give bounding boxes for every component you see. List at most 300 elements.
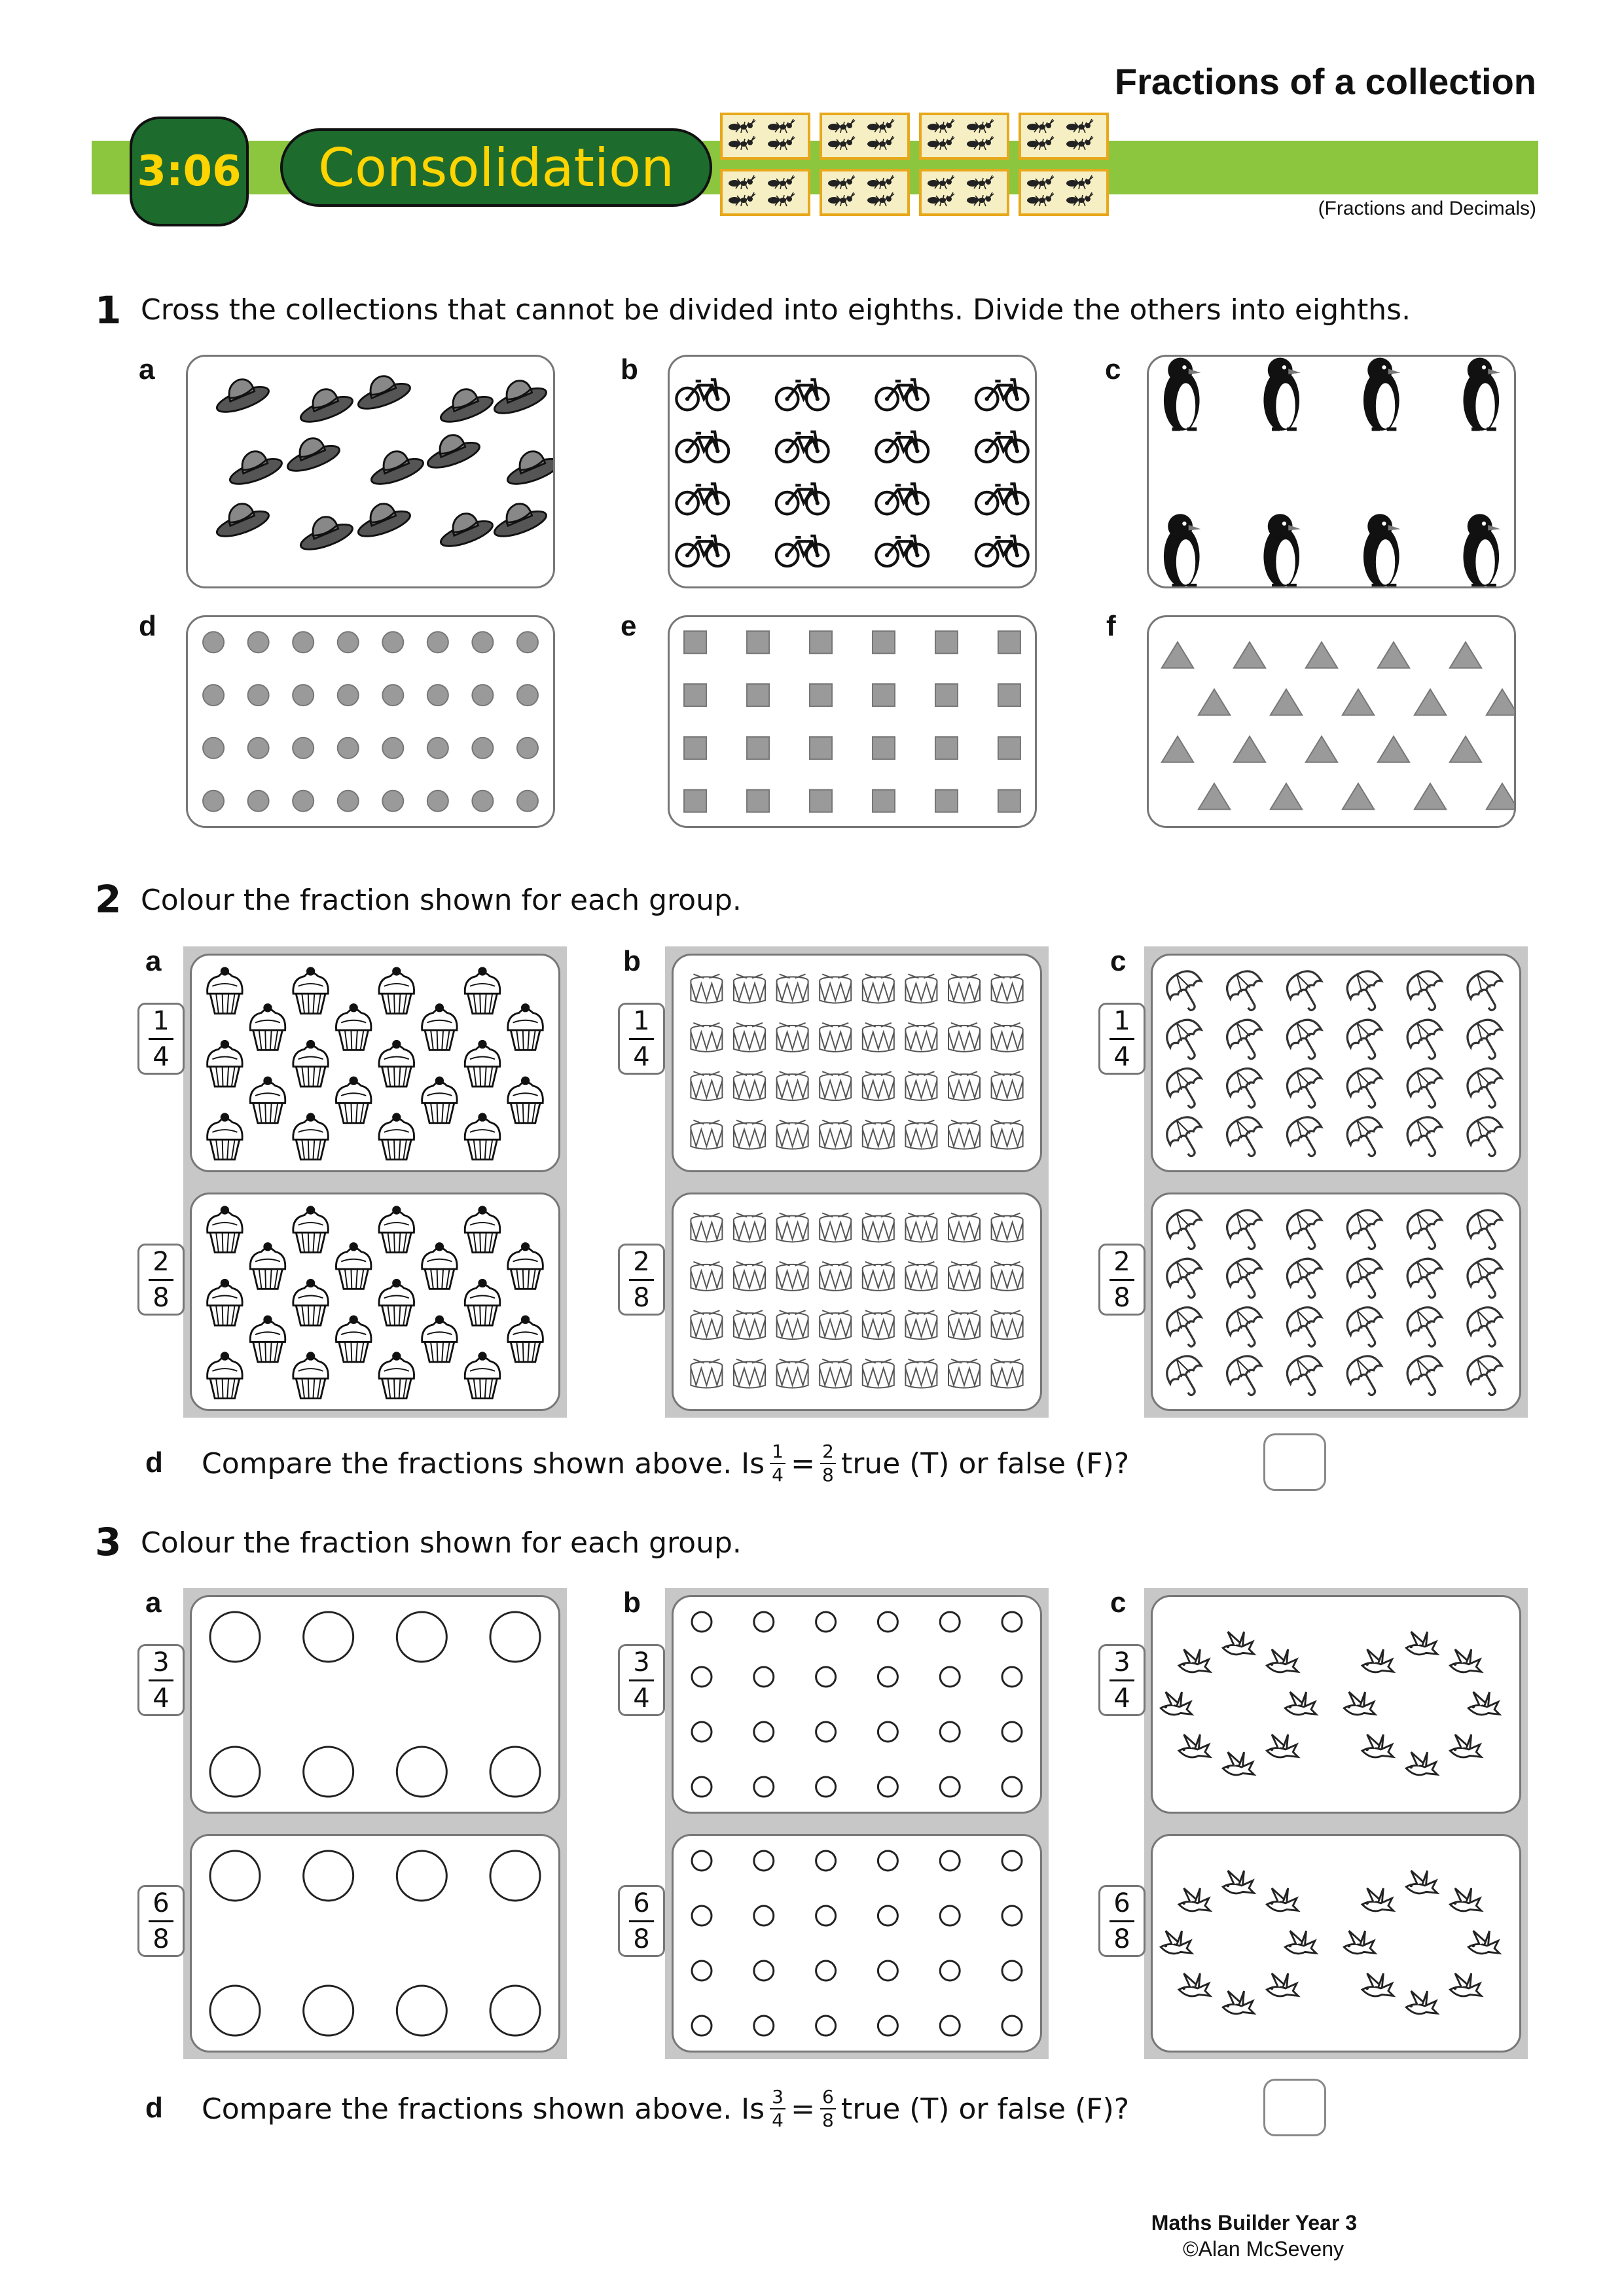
drum-icon bbox=[820, 974, 851, 1003]
umbrella-icon bbox=[1161, 1302, 1212, 1353]
bird-icon bbox=[1223, 1991, 1254, 2014]
cupcake-icon bbox=[336, 1316, 371, 1362]
q2-b-top-drums[interactable] bbox=[672, 954, 1042, 1172]
triangle-icon bbox=[1234, 736, 1265, 762]
circle-icon bbox=[1002, 1961, 1022, 1981]
circle-icon bbox=[878, 1851, 897, 1871]
bird-icon bbox=[1468, 1931, 1500, 1954]
umbrella-icon bbox=[1161, 1253, 1212, 1304]
cupcake-icon bbox=[208, 1279, 243, 1325]
circle-icon bbox=[754, 2016, 774, 2036]
square-icon bbox=[684, 790, 706, 812]
circle-icon bbox=[248, 632, 269, 653]
umbrella-icon bbox=[1282, 1063, 1332, 1114]
circle-icon bbox=[517, 791, 538, 812]
square-icon bbox=[810, 737, 832, 759]
q1-group-d-circles[interactable] bbox=[186, 615, 555, 828]
circle-icon bbox=[472, 738, 493, 759]
drum-icon bbox=[691, 1310, 722, 1339]
bird-icon bbox=[1344, 1931, 1375, 1954]
ant-tile bbox=[1019, 113, 1109, 160]
square-icon bbox=[935, 631, 958, 653]
hat-icon bbox=[355, 373, 413, 414]
compare-prompt: Compare the fractions shown above. Is bbox=[202, 2092, 765, 2126]
umbrella-icon bbox=[1282, 1302, 1332, 1353]
penguin-icon bbox=[1263, 514, 1301, 586]
circle-icon bbox=[940, 1777, 960, 1797]
ant-tile bbox=[720, 113, 810, 160]
ant-icon bbox=[867, 175, 894, 189]
numerator: 3 bbox=[153, 1647, 170, 1677]
q3-a-top-circles[interactable] bbox=[190, 1595, 560, 1814]
circle-icon bbox=[816, 1851, 836, 1871]
circle-icon bbox=[248, 685, 269, 706]
drum-icon bbox=[734, 974, 765, 1003]
hat-icon bbox=[285, 435, 342, 476]
ant-icon bbox=[729, 136, 755, 150]
circle-icon bbox=[692, 1851, 712, 1871]
circle-icon bbox=[692, 1667, 712, 1687]
q2-label-c: c bbox=[1110, 945, 1127, 977]
q3-c-bottom-birds[interactable] bbox=[1151, 1834, 1521, 2053]
topic-label: (Fractions and Decimals) bbox=[1318, 198, 1536, 219]
ant-icon bbox=[867, 192, 894, 206]
square-icon bbox=[998, 684, 1020, 706]
circle-icon bbox=[816, 1722, 836, 1742]
drum-icon bbox=[992, 1310, 1023, 1339]
bird-icon bbox=[1223, 1871, 1254, 1893]
circle-icon bbox=[427, 738, 448, 759]
circle-icon bbox=[382, 685, 403, 706]
umbrella-icon bbox=[1342, 1253, 1392, 1304]
q1-group-c-penguins[interactable] bbox=[1147, 355, 1516, 588]
numerator: 2 bbox=[633, 1246, 650, 1277]
hat-icon bbox=[298, 514, 355, 555]
circle-icon bbox=[754, 1667, 774, 1687]
numerator: 6 bbox=[633, 1888, 650, 1918]
circle-icon bbox=[940, 1906, 960, 1926]
drum-icon bbox=[734, 1023, 765, 1052]
denominator: 8 bbox=[822, 2109, 834, 2131]
circle-icon bbox=[940, 1961, 960, 1981]
q3-c-top-birds[interactable] bbox=[1151, 1595, 1521, 1814]
circle-icon bbox=[382, 738, 403, 759]
umbrella-icon bbox=[1401, 1302, 1452, 1353]
triangle-icon bbox=[1487, 689, 1514, 715]
ant-tile bbox=[1019, 169, 1109, 216]
triangle-icon bbox=[1343, 689, 1374, 715]
drum-icon bbox=[691, 1023, 722, 1052]
footer-copyright: ©Alan McSeveny bbox=[1183, 2237, 1344, 2261]
circle-icon bbox=[878, 1667, 897, 1687]
drum-icon bbox=[691, 1359, 722, 1388]
ant-icon bbox=[768, 175, 795, 189]
drum-icon bbox=[734, 1213, 765, 1242]
hat-icon bbox=[492, 501, 549, 542]
question-1-number: 1 bbox=[95, 288, 122, 332]
umbrella-icon bbox=[1462, 1111, 1512, 1162]
question-2-number: 2 bbox=[95, 877, 122, 922]
circle-icon bbox=[248, 791, 269, 812]
umbrella-icon bbox=[1462, 1253, 1512, 1304]
cupcake-icon bbox=[293, 1206, 329, 1252]
square-icon bbox=[810, 631, 832, 653]
q3-b-bottom-circles[interactable] bbox=[672, 1834, 1042, 2053]
drum-icon bbox=[948, 1071, 980, 1100]
q2-c-top-umbrellas[interactable] bbox=[1151, 954, 1521, 1172]
drum-icon bbox=[734, 1262, 765, 1291]
q2-label-d: d bbox=[145, 1446, 163, 1479]
umbrella-icon bbox=[1221, 1302, 1272, 1353]
circle-icon bbox=[304, 1851, 353, 1901]
cupcake-icon bbox=[208, 1040, 243, 1086]
ant-tiles bbox=[720, 113, 1113, 223]
bicycle-icon bbox=[676, 380, 729, 410]
ant-icon bbox=[828, 136, 855, 150]
bicycle-icon bbox=[876, 536, 928, 566]
circle-icon bbox=[427, 632, 448, 653]
circle-icon bbox=[1002, 2016, 1022, 2036]
drum-icon bbox=[734, 1071, 765, 1100]
denominator: 4 bbox=[772, 1464, 784, 1486]
bicycle-icon bbox=[776, 380, 829, 410]
circle-icon bbox=[940, 1667, 960, 1687]
q2-b-fraction-two-eighths bbox=[618, 1244, 665, 1316]
drum-icon bbox=[820, 1121, 851, 1149]
numerator: 2 bbox=[1113, 1246, 1130, 1277]
hat-icon bbox=[492, 378, 549, 419]
umbrella-icon bbox=[1221, 965, 1272, 1016]
cupcake-icon bbox=[379, 1279, 414, 1325]
circle-icon bbox=[692, 2016, 712, 2036]
hat-icon bbox=[438, 386, 496, 427]
q3-label-b: b bbox=[623, 1587, 641, 1619]
drum-icon bbox=[992, 1023, 1023, 1052]
q3-a-fraction-three-quarters bbox=[137, 1644, 185, 1716]
inline-fraction bbox=[820, 1443, 836, 1484]
cupcake-icon bbox=[422, 1242, 458, 1289]
drum-icon bbox=[863, 1071, 894, 1100]
cupcake-icon bbox=[250, 1316, 285, 1362]
ant-icon bbox=[1066, 119, 1093, 133]
q1-group-a-hats[interactable] bbox=[186, 355, 555, 588]
drum-icon bbox=[905, 1262, 937, 1291]
cupcake-icon bbox=[336, 1077, 371, 1123]
umbrella-icon bbox=[1342, 1111, 1392, 1162]
umbrella-icon bbox=[1342, 1204, 1392, 1255]
cupcake-icon bbox=[508, 1316, 543, 1362]
drum-icon bbox=[691, 1262, 722, 1291]
circle-icon bbox=[878, 1612, 897, 1632]
square-icon bbox=[684, 684, 706, 706]
cupcake-icon bbox=[250, 1003, 285, 1050]
circle-icon bbox=[472, 685, 493, 706]
q2-a-bottom-cupcakes[interactable] bbox=[190, 1193, 560, 1411]
hat-icon bbox=[214, 501, 272, 542]
umbrella-icon bbox=[1401, 1014, 1452, 1066]
ant-tile bbox=[820, 113, 910, 160]
q2-c-bottom-umbrellas[interactable] bbox=[1151, 1193, 1521, 1411]
cupcake-icon bbox=[379, 967, 414, 1013]
drum-icon bbox=[820, 1071, 851, 1100]
numerator: 2 bbox=[822, 1441, 834, 1462]
denominator: 8 bbox=[1113, 1282, 1130, 1313]
drum-icon bbox=[905, 1359, 937, 1388]
ant-icon bbox=[928, 175, 954, 189]
q3-label-a: a bbox=[145, 1587, 162, 1619]
drum-icon bbox=[948, 1023, 980, 1052]
circle-icon bbox=[490, 1851, 540, 1901]
umbrella-icon bbox=[1161, 1111, 1212, 1162]
compare-question: true (T) or false (F)? bbox=[840, 1446, 1130, 1480]
circle-icon bbox=[293, 632, 314, 653]
q2-a-fraction-two-eighths bbox=[137, 1244, 185, 1316]
circle-icon bbox=[472, 791, 493, 812]
umbrella-icon bbox=[1221, 1204, 1272, 1255]
bicycle-icon bbox=[976, 484, 1028, 514]
circle-icon bbox=[816, 1667, 836, 1687]
cupcake-icon bbox=[208, 1113, 243, 1159]
section-badge: Consolidation bbox=[280, 128, 712, 207]
drum-icon bbox=[992, 1359, 1023, 1388]
ant-icon bbox=[1027, 136, 1054, 150]
circle-icon bbox=[203, 632, 224, 653]
drum-icon bbox=[777, 1262, 808, 1291]
drum-icon bbox=[734, 1310, 765, 1339]
circle-icon bbox=[1002, 1667, 1022, 1687]
drum-icon bbox=[992, 1213, 1023, 1242]
penguin-icon bbox=[1463, 358, 1500, 431]
square-icon bbox=[747, 737, 769, 759]
cupcake-icon bbox=[465, 1113, 500, 1159]
bird-icon bbox=[1450, 1888, 1481, 1911]
q3-c-fraction-six-eighths bbox=[1098, 1885, 1146, 1957]
drum-icon bbox=[820, 1213, 851, 1242]
denominator: 8 bbox=[1113, 1924, 1130, 1954]
bird-icon bbox=[1223, 1632, 1254, 1655]
cupcake-icon bbox=[465, 1206, 500, 1252]
circle-icon bbox=[754, 1961, 774, 1981]
ant-tile bbox=[720, 169, 810, 216]
denominator: 4 bbox=[633, 1041, 650, 1072]
cupcake-icon bbox=[293, 1113, 329, 1159]
circle-icon bbox=[203, 685, 224, 706]
q2-a-top-cupcakes[interactable] bbox=[190, 954, 560, 1172]
drum-icon bbox=[777, 1023, 808, 1052]
q2-compare-text bbox=[202, 1437, 1129, 1490]
circle-icon bbox=[816, 1612, 836, 1632]
ant-icon bbox=[967, 119, 994, 133]
cupcake-icon bbox=[250, 1242, 285, 1289]
bicycle-icon bbox=[976, 536, 1028, 566]
ant-icon bbox=[729, 175, 755, 189]
circle-icon bbox=[692, 1722, 712, 1742]
circle-icon bbox=[754, 1777, 774, 1797]
ant-icon bbox=[967, 192, 994, 206]
circle-icon bbox=[692, 1906, 712, 1926]
penguin-icon bbox=[1363, 358, 1401, 431]
circle-icon bbox=[304, 1986, 353, 2036]
circle-icon bbox=[878, 2016, 897, 2036]
unit-code-badge: 3:06 bbox=[130, 117, 249, 226]
drum-icon bbox=[777, 1310, 808, 1339]
umbrella-icon bbox=[1282, 1350, 1332, 1401]
drum-icon bbox=[863, 974, 894, 1003]
triangle-icon bbox=[1271, 689, 1302, 715]
cupcake-icon bbox=[465, 967, 500, 1013]
drum-icon bbox=[734, 1121, 765, 1149]
cupcake-icon bbox=[250, 1077, 285, 1123]
q1-group-f-triangles[interactable] bbox=[1147, 615, 1516, 828]
equals-sign: = bbox=[791, 1446, 815, 1480]
bird-icon bbox=[1362, 1649, 1394, 1672]
drum-icon bbox=[992, 1121, 1023, 1149]
circle-icon bbox=[338, 791, 359, 812]
drum-icon bbox=[948, 1262, 980, 1291]
bicycle-icon bbox=[676, 536, 729, 566]
cupcake-icon bbox=[208, 1352, 243, 1398]
triangle-icon bbox=[1487, 783, 1514, 810]
umbrella-icon bbox=[1221, 1111, 1272, 1162]
bird-icon bbox=[1450, 1734, 1481, 1757]
circle-icon bbox=[754, 1851, 774, 1871]
drum-icon bbox=[948, 1213, 980, 1242]
triangle-icon bbox=[1234, 642, 1265, 668]
q2-label-b: b bbox=[623, 945, 641, 977]
drum-icon bbox=[691, 1071, 722, 1100]
equals-sign: = bbox=[791, 2092, 815, 2126]
umbrella-icon bbox=[1401, 1111, 1452, 1162]
circle-icon bbox=[816, 1777, 836, 1797]
umbrella-icon bbox=[1161, 1350, 1212, 1401]
ant-icon bbox=[928, 192, 954, 206]
circle-icon bbox=[754, 1906, 774, 1926]
bird-icon bbox=[1362, 1888, 1394, 1911]
q2-answer-box[interactable] bbox=[1263, 1433, 1326, 1491]
ant-tile bbox=[919, 113, 1009, 160]
bird-icon bbox=[1267, 1888, 1298, 1911]
circle-icon bbox=[878, 1722, 897, 1742]
denominator: 8 bbox=[633, 1924, 650, 1954]
bird-icon bbox=[1285, 1931, 1316, 1954]
circle-icon bbox=[397, 1986, 446, 2036]
ant-icon bbox=[928, 136, 954, 150]
footer-book-title: Maths Builder Year 3 bbox=[1151, 2211, 1357, 2234]
q3-answer-box[interactable] bbox=[1263, 2079, 1326, 2136]
triangle-icon bbox=[1450, 736, 1481, 762]
page-title: Fractions of a collection bbox=[1114, 61, 1536, 102]
q1-label-e: e bbox=[621, 610, 637, 642]
denominator: 4 bbox=[153, 1683, 170, 1713]
triangle-icon bbox=[1415, 689, 1446, 715]
bicycle-icon bbox=[776, 484, 829, 514]
drum-icon bbox=[863, 1023, 894, 1052]
ant-icon bbox=[729, 119, 755, 133]
numerator: 3 bbox=[772, 2086, 784, 2108]
square-icon bbox=[747, 790, 769, 812]
drum-icon bbox=[734, 1359, 765, 1388]
triangle-icon bbox=[1306, 736, 1337, 762]
numerator: 1 bbox=[633, 1005, 650, 1036]
q3-a-bottom-circles[interactable] bbox=[190, 1834, 560, 2053]
square-icon bbox=[747, 631, 769, 653]
q1-group-e-squares[interactable] bbox=[668, 615, 1037, 828]
circle-icon bbox=[397, 1747, 446, 1797]
triangle-icon bbox=[1450, 642, 1481, 668]
drum-icon bbox=[820, 1262, 851, 1291]
cupcake-icon bbox=[379, 1113, 414, 1159]
numerator: 6 bbox=[1113, 1888, 1130, 1918]
umbrella-icon bbox=[1401, 1063, 1452, 1114]
ant-icon bbox=[828, 119, 855, 133]
q1-label-a: a bbox=[139, 353, 155, 386]
denominator: 4 bbox=[633, 1683, 650, 1713]
numerator: 6 bbox=[822, 2086, 834, 2108]
circle-icon bbox=[940, 1722, 960, 1742]
cupcake-icon bbox=[208, 1206, 243, 1252]
q1-group-b-bicycles[interactable] bbox=[668, 355, 1037, 588]
question-1-text: Cross the collections that cannot be divided into eighths. Divide the others into eighths. bbox=[141, 293, 1411, 327]
umbrella-icon bbox=[1161, 965, 1212, 1016]
numerator: 3 bbox=[633, 1647, 650, 1677]
drum-icon bbox=[948, 974, 980, 1003]
square-icon bbox=[747, 684, 769, 706]
triangle-icon bbox=[1378, 642, 1409, 668]
ant-icon bbox=[1066, 136, 1093, 150]
inline-fraction bbox=[770, 2088, 785, 2130]
bird-icon bbox=[1267, 1973, 1298, 1996]
q2-label-a: a bbox=[145, 945, 162, 977]
q3-b-top-circles[interactable] bbox=[672, 1595, 1042, 1814]
ant-icon bbox=[1027, 175, 1054, 189]
cupcake-icon bbox=[422, 1003, 458, 1050]
bird-icon bbox=[1179, 1973, 1210, 1996]
umbrella-icon bbox=[1401, 965, 1452, 1016]
bicycle-icon bbox=[776, 536, 829, 566]
denominator: 8 bbox=[633, 1282, 650, 1313]
square-icon bbox=[810, 790, 832, 812]
drum-icon bbox=[863, 1213, 894, 1242]
q2-b-bottom-drums[interactable] bbox=[672, 1193, 1042, 1411]
drum-icon bbox=[863, 1262, 894, 1291]
q2-b-fraction-one-quarter bbox=[618, 1003, 665, 1075]
cupcake-icon bbox=[293, 1352, 329, 1398]
square-icon bbox=[873, 790, 895, 812]
penguin-icon bbox=[1263, 358, 1301, 431]
cupcake-icon bbox=[336, 1003, 371, 1050]
drum-icon bbox=[691, 1213, 722, 1242]
umbrella-icon bbox=[1462, 1350, 1512, 1401]
ant-tile bbox=[820, 169, 910, 216]
cupcake-icon bbox=[508, 1003, 543, 1050]
drum-icon bbox=[691, 974, 722, 1003]
bicycle-icon bbox=[876, 380, 928, 410]
cupcake-icon bbox=[379, 1352, 414, 1398]
bird-icon bbox=[1179, 1649, 1210, 1672]
circle-icon bbox=[490, 1986, 540, 2036]
drum-icon bbox=[905, 1213, 937, 1242]
drum-icon bbox=[863, 1359, 894, 1388]
cupcake-icon bbox=[208, 967, 243, 1013]
circle-icon bbox=[490, 1747, 540, 1797]
drum-icon bbox=[863, 1310, 894, 1339]
cupcake-icon bbox=[508, 1077, 543, 1123]
circle-icon bbox=[692, 1777, 712, 1797]
drum-icon bbox=[820, 1310, 851, 1339]
bicycle-icon bbox=[876, 432, 928, 462]
penguin-icon bbox=[1164, 358, 1201, 431]
triangle-icon bbox=[1306, 642, 1337, 668]
